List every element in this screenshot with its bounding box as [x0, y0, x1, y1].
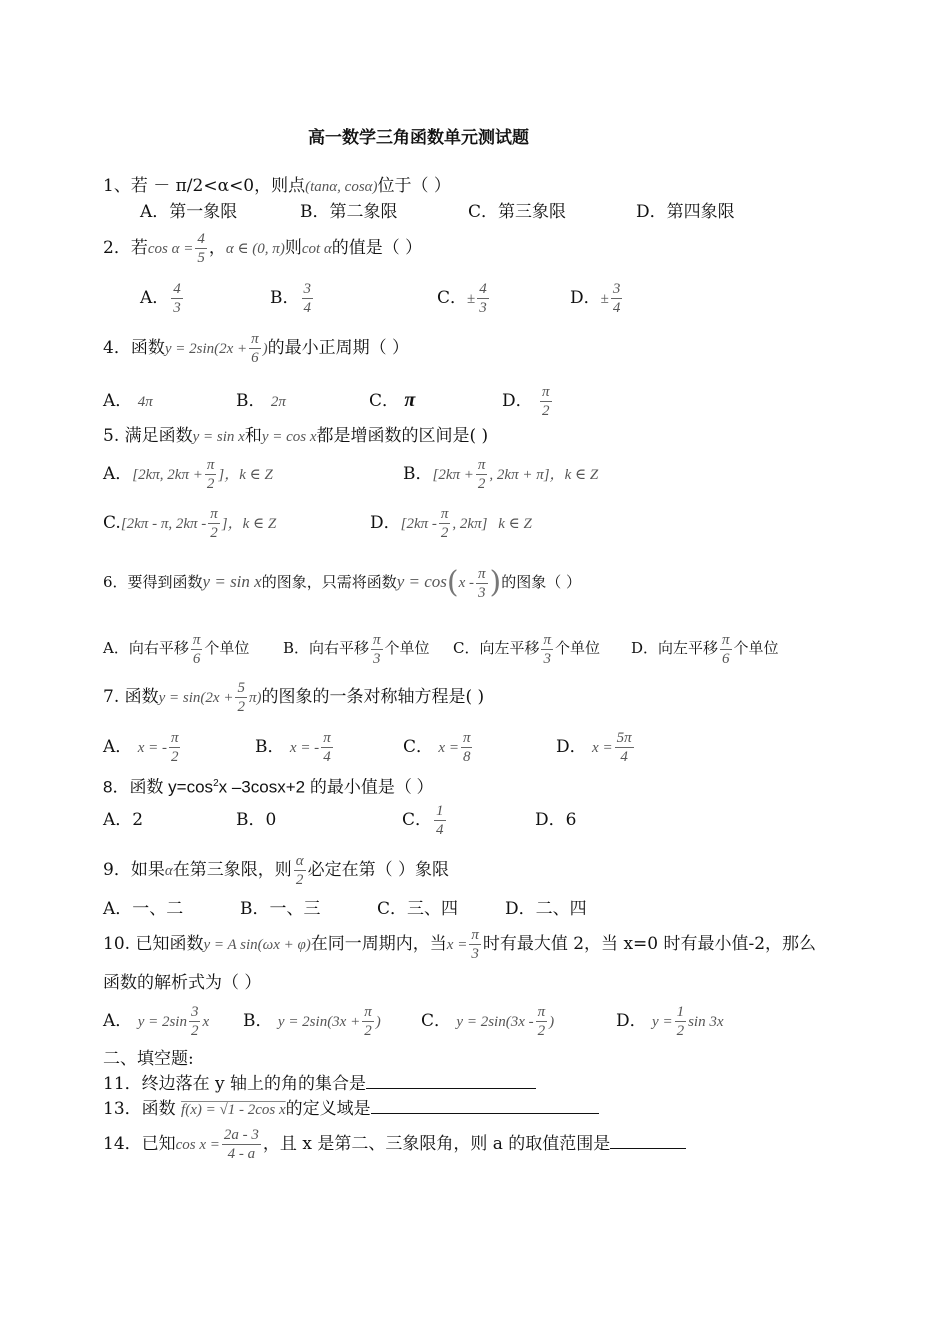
- q1-options: [140, 201, 735, 223]
- page-title: 高一数学三角函数单元测试题: [308, 128, 529, 147]
- q8-option-c[interactable]: C． $\frac{1}{4}$: [402, 803, 444, 838]
- q10-option-b[interactable]: B． y = 2sin(3x + $\frac{\pi}{2}$ ): [243, 1004, 381, 1039]
- q9-option-d[interactable]: D．二、四: [505, 899, 587, 919]
- q7-suffix: 的图象的一条对称轴方程是( ): [261, 687, 485, 707]
- q5-prefix: 5. 满足函数: [103, 426, 193, 446]
- q6-suffix: 的图象（ ）: [501, 573, 582, 591]
- q5-and: 和: [244, 426, 262, 446]
- q6-right-paren: ): [489, 565, 502, 600]
- q4-fraction: $\frac{\pi}{6}$: [251, 331, 259, 366]
- q8-suffix: x –3cosx+2 的最小值是（ ）: [218, 777, 434, 797]
- q14-fraction: $\frac{2a - 3}{4 - a}$: [223, 1127, 259, 1162]
- q8-superscript: 2: [213, 778, 219, 789]
- q9-fraction: $\frac{\alpha}{2}$: [295, 853, 304, 888]
- q2-cot: cot α: [301, 241, 332, 257]
- q7-tail: π): [248, 690, 262, 706]
- q1-option-b[interactable]: B．第二象限: [300, 202, 398, 222]
- q7-prefix: 7. 函数: [103, 687, 159, 707]
- q6-option-d[interactable]: D．向左平移 $\frac{\pi}{6}$ 个单位: [631, 631, 779, 667]
- q4-option-d[interactable]: D． $\frac{\pi}{2}$: [502, 384, 550, 419]
- q2-cos: cos α =: [147, 241, 194, 257]
- q9-prefix: 9．如果: [103, 860, 165, 880]
- q9-mid: 在第三象限，则: [172, 860, 292, 880]
- q6-fraction: $\frac{\pi}{3}$: [478, 565, 486, 601]
- question-10-line2: 函数的解析式为（ ）: [103, 973, 262, 993]
- q8-option-d[interactable]: D．6: [535, 810, 577, 830]
- q6-left-paren: (: [446, 565, 459, 600]
- q8-options: [103, 800, 576, 840]
- q6-f2: y = cos: [396, 572, 447, 591]
- q4-prefix: 4．函数: [103, 338, 165, 358]
- q4-options: [103, 380, 554, 422]
- q4-close: ): [262, 341, 268, 357]
- q13-expr: f(x) = √1 - 2cos x: [181, 1102, 286, 1118]
- q6-inner: x -: [458, 575, 475, 591]
- q4-suffix: 的最小正周期（ ）: [267, 338, 410, 358]
- q2-option-c[interactable]: C．± $\frac{4}{3}$: [437, 281, 487, 316]
- q2-option-b[interactable]: B． $\frac{3}{4}$: [270, 281, 311, 316]
- question-5: [103, 425, 488, 448]
- question-10: [103, 924, 816, 965]
- q10-fraction: $\frac{\pi}{3}$: [471, 927, 479, 962]
- q10-suffix: 时有最大值 2，当 x=0 时有最小值-2，那么: [482, 934, 817, 954]
- question-8: [103, 773, 434, 799]
- q5-option-a[interactable]: A．[2kπ, 2kπ + $\frac{\pi}{2}$ ]，k ∈ Z: [103, 457, 273, 492]
- q2-then: 则: [284, 238, 302, 258]
- question-1: [103, 175, 451, 198]
- q13-answer-blank[interactable]: [371, 1097, 599, 1114]
- question-13: [103, 1097, 599, 1121]
- q6-option-b[interactable]: B．向右平移 $\frac{\pi}{3}$ 个单位: [283, 631, 430, 667]
- q2-cond: α ∈ (0, π): [225, 241, 285, 257]
- q2-option-a[interactable]: A． $\frac{4}{3}$: [140, 281, 181, 316]
- q14-answer-blank[interactable]: [610, 1132, 686, 1149]
- q6-mid: 的图象，只需将函数: [261, 573, 397, 591]
- q10-expr: y = A sin(ωx + φ): [203, 937, 311, 953]
- q14-prefix: 14．已知: [103, 1134, 176, 1154]
- q1-option-d[interactable]: D．第四象限: [636, 202, 735, 222]
- q13-suffix: 的定义域是: [285, 1099, 371, 1119]
- q8-prefix: 8．函数 y=cos: [103, 777, 214, 797]
- q9-suffix: 必定在第（ ）象限: [307, 860, 449, 880]
- q6-options: [103, 628, 779, 668]
- q10-prefix: 10. 已知函数: [103, 934, 204, 954]
- q5-option-c[interactable]: C.[2kπ - π, 2kπ - $\frac{\pi}{2}$ ]，k ∈ Z: [103, 506, 277, 541]
- q10-mid: 在同一周期内，当: [310, 934, 447, 954]
- q7-fraction: $\frac{5}{2}$: [237, 680, 245, 715]
- q1-prefix: 1、若 － π/2<α<0，则点: [103, 176, 306, 196]
- q6-prefix: 6．要得到函数: [103, 573, 203, 591]
- q7-option-b[interactable]: B． x = - $\frac{\pi}{4}$: [255, 730, 331, 765]
- q10-option-a[interactable]: A． y = 2sin $\frac{3}{2}$ x: [103, 1004, 210, 1039]
- q7-option-a[interactable]: A． x = - $\frac{\pi}{2}$: [103, 730, 179, 765]
- section-fill-in: 二、填空题:: [103, 1049, 194, 1069]
- q13-prefix: 13．函数: [103, 1099, 176, 1119]
- q5-f1: y = sin x: [192, 429, 245, 445]
- q1-option-a[interactable]: A．第一象限: [140, 202, 238, 222]
- q1-suffix: 位于（ ）: [377, 176, 451, 196]
- q8-option-b[interactable]: B．0: [236, 810, 277, 830]
- q9-option-c[interactable]: C．三、四: [377, 899, 459, 919]
- question-9: [103, 850, 449, 891]
- q11-text: 11．终边落在 y 轴上的角的集合是: [103, 1074, 367, 1094]
- q6-option-a[interactable]: A．向右平移 $\frac{\pi}{6}$ 个单位: [103, 631, 250, 667]
- q9-alpha: α: [164, 863, 173, 879]
- q2-option-d[interactable]: D．± $\frac{3}{4}$: [570, 281, 621, 316]
- q2-options: [140, 278, 624, 319]
- q8-option-a[interactable]: A．2: [103, 810, 144, 830]
- q5-suffix: 都是增函数的区间是( ): [316, 426, 489, 446]
- q2-suffix: 的值是（ ）: [331, 238, 423, 258]
- q14-cos: cos x =: [175, 1137, 220, 1153]
- question-7: [103, 677, 484, 718]
- q5-f2: y = cos x: [261, 429, 317, 445]
- q5-option-d[interactable]: D．[2kπ - $\frac{\pi}{2}$ , 2kπ] k ∈ Z: [370, 506, 532, 541]
- q2-prefix: 2．若: [103, 238, 148, 258]
- question-6: [103, 560, 581, 605]
- q2-fraction: $\frac{4}{5}$: [197, 231, 205, 266]
- q10-option-d[interactable]: D． y = $\frac{1}{2}$ sin 3x: [616, 1004, 724, 1039]
- q7-options: [103, 727, 636, 768]
- question-11: [103, 1072, 536, 1095]
- q10-options: [103, 1001, 724, 1042]
- q9-option-a[interactable]: A．一、二: [103, 899, 184, 919]
- question-4: [103, 328, 409, 369]
- q7-option-d[interactable]: D． x = $\frac{5\pi}{4}$: [556, 730, 632, 765]
- q4-expr: y = 2sin(2x +: [164, 341, 248, 357]
- q7-option-c[interactable]: C． x = $\frac{\pi}{8}$: [403, 730, 471, 765]
- q2-comma: ，: [208, 238, 226, 258]
- q11-answer-blank[interactable]: [366, 1072, 536, 1089]
- q1-point: (tanα, cosα): [305, 179, 378, 195]
- q9-option-b[interactable]: B．一、三: [240, 899, 321, 919]
- q14-suffix: ，且 x 是第二、三象限角，则 a 的取值范围是: [262, 1134, 611, 1154]
- q6-f1: y = sin x: [202, 572, 262, 591]
- q10-x: x =: [446, 937, 468, 953]
- q4-option-b[interactable]: B． 2π: [236, 391, 286, 411]
- question-14: [103, 1122, 686, 1167]
- q4-option-a[interactable]: A． 4π: [103, 391, 153, 411]
- q10-option-c[interactable]: C． y = 2sin(3x - $\frac{\pi}{2}$ ): [421, 1004, 555, 1039]
- q1-option-c[interactable]: C．第三象限: [468, 202, 567, 222]
- q9-options: [103, 898, 587, 920]
- q5-option-b[interactable]: B．[2kπ + $\frac{\pi}{2}$ , 2kπ + π]，k ∈ Z: [403, 457, 599, 492]
- q7-expr: y = sin(2x +: [158, 690, 234, 706]
- q6-option-c[interactable]: C．向左平移 $\frac{\pi}{3}$ 个单位: [453, 631, 601, 667]
- q5-options-row1: [103, 454, 598, 495]
- q4-option-c[interactable]: C． π: [369, 389, 416, 411]
- question-2: [103, 228, 422, 269]
- q5-options-row2: [103, 503, 532, 544]
